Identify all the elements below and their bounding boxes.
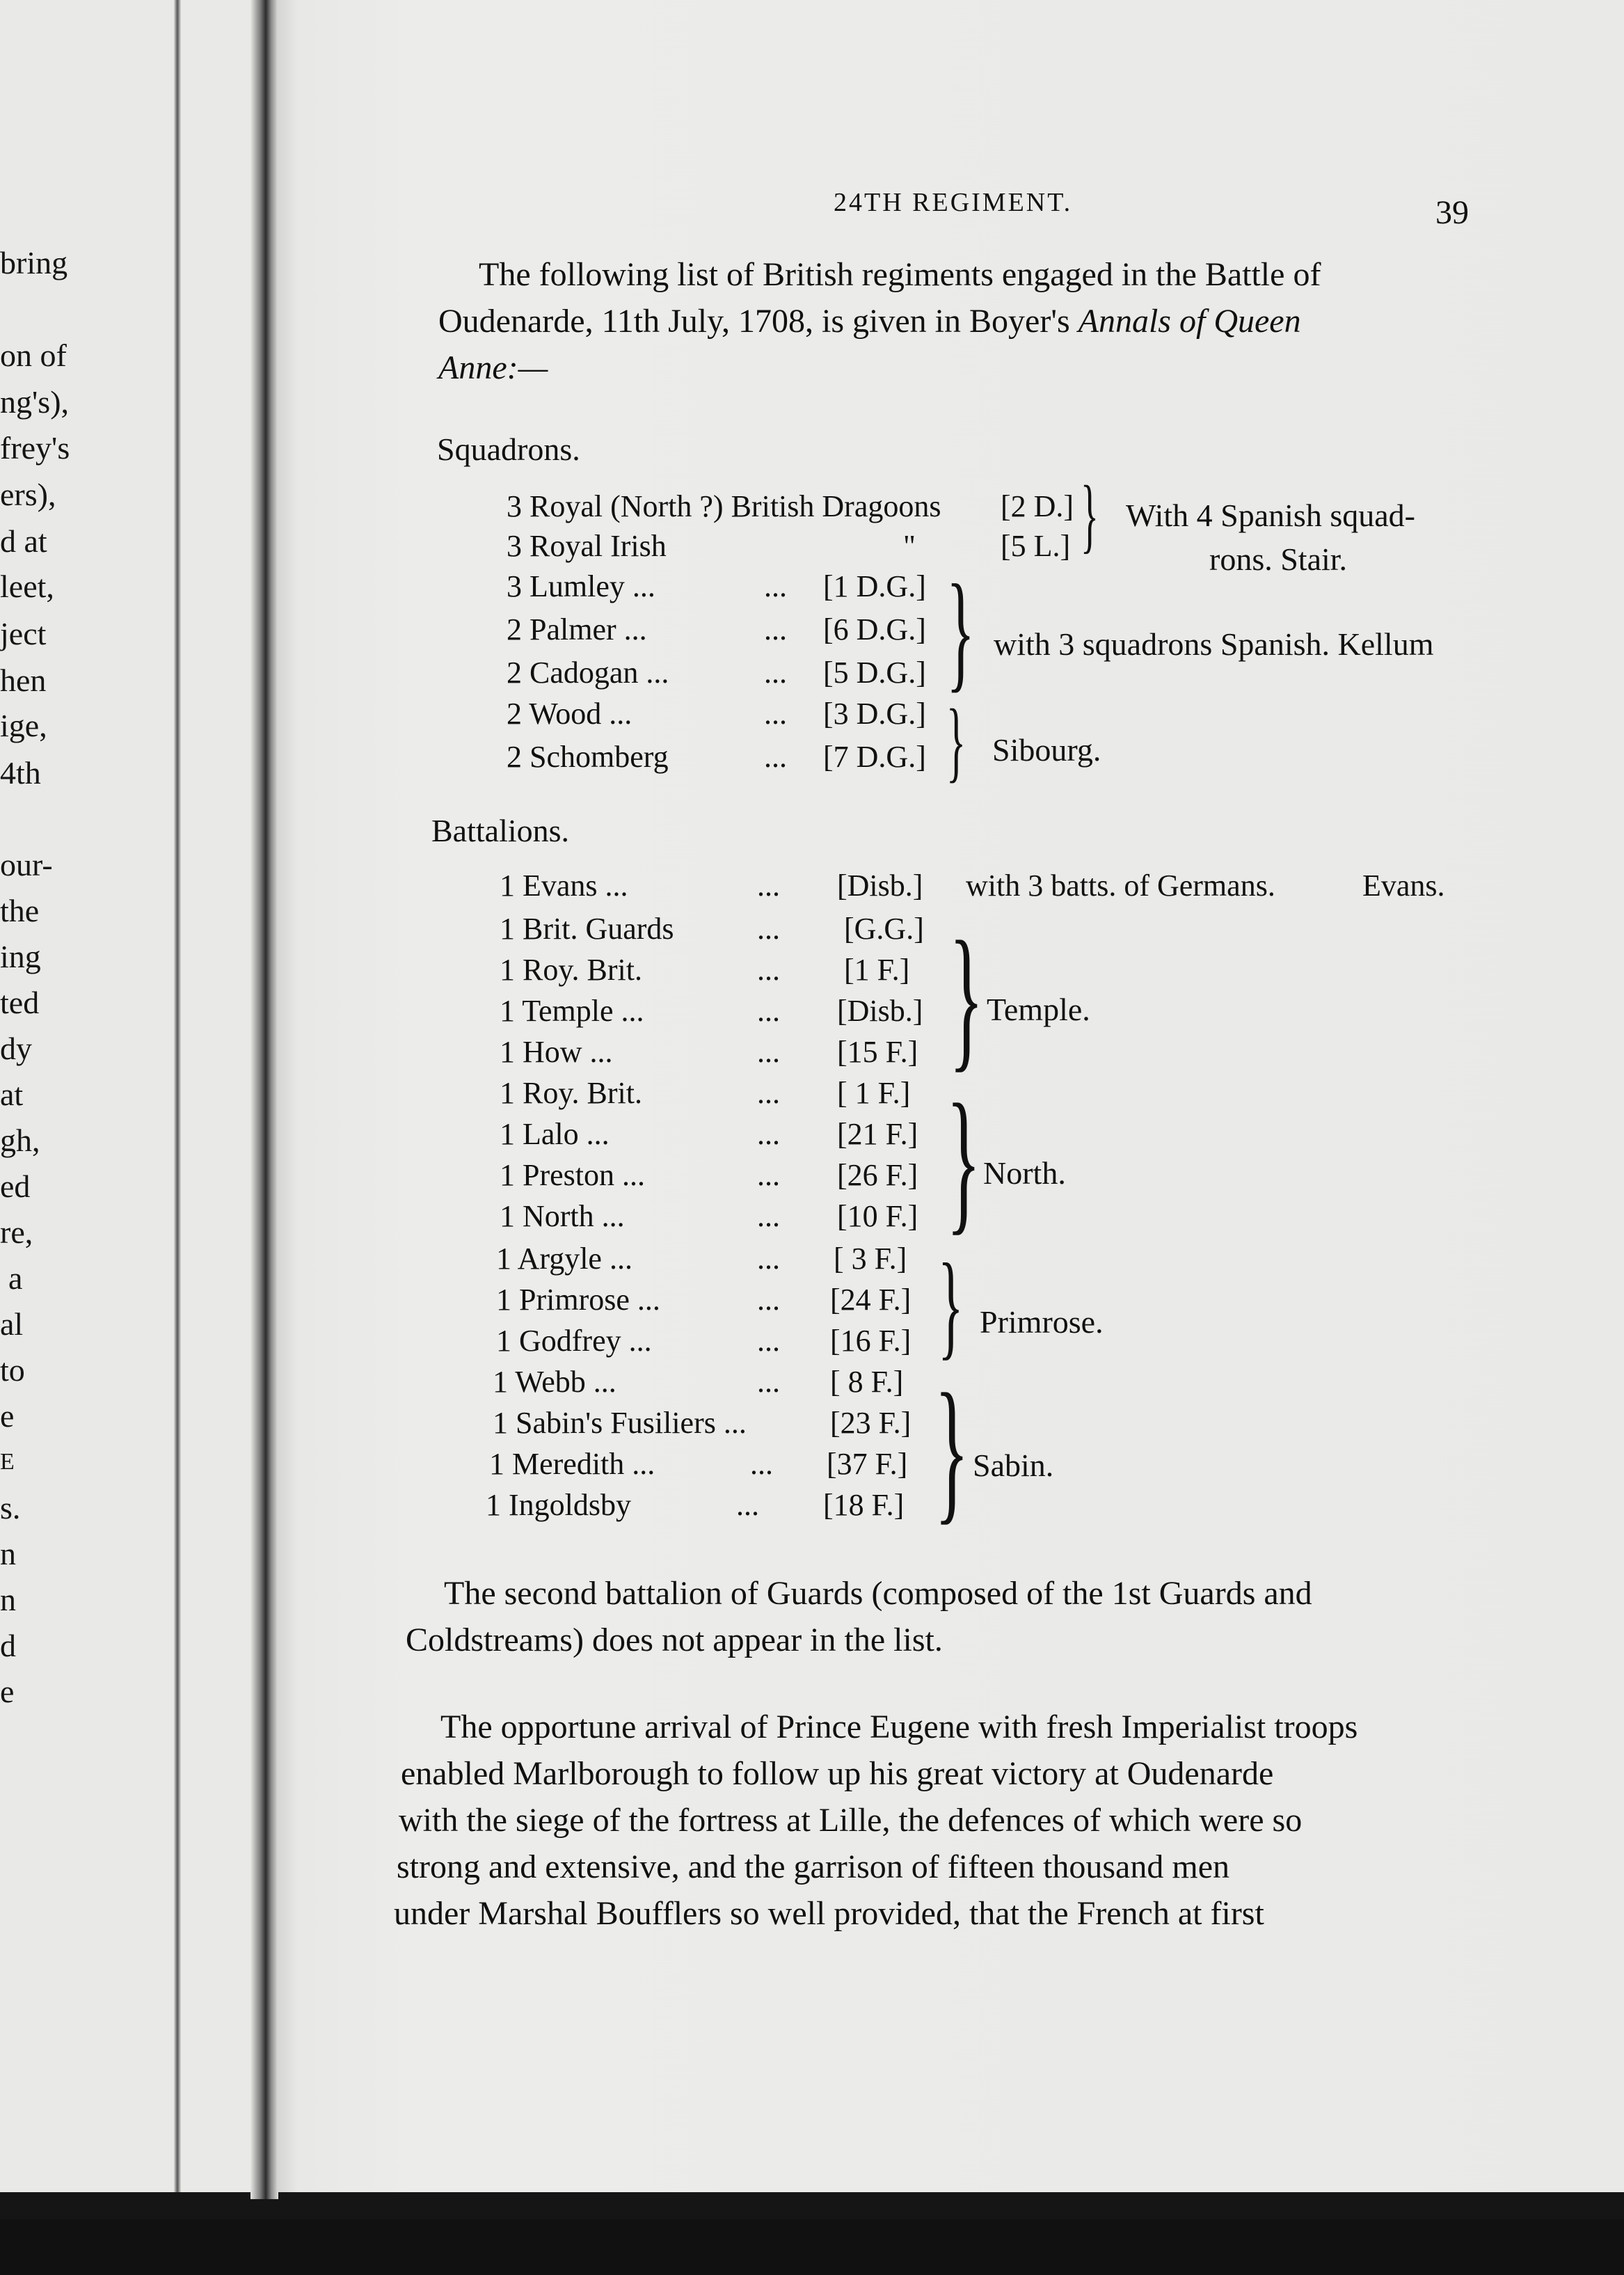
intro-line — [438, 299, 1301, 344]
left-fragment: e — [0, 1674, 15, 1709]
group-note: rons. Stair. — [1209, 541, 1348, 577]
unit-ref: [G.G.] — [844, 912, 924, 946]
group-note: with 3 squadrons Spanish. Kellum — [994, 626, 1434, 662]
paragraph-line: under Marshal Boufflers so well provided, that the French at first — [394, 1895, 1264, 1932]
unit-ref: [26 F.] — [837, 1158, 918, 1192]
unit-name: 1 Evans ... — [500, 869, 628, 903]
unit-dots: ... — [757, 1324, 780, 1358]
section-heading-squadrons: Squadrons. — [437, 431, 580, 467]
unit-dots: ... — [764, 612, 787, 647]
unit-name: 3 Lumley ... — [507, 569, 655, 603]
unit-ref: [ 8 F.] — [830, 1365, 904, 1399]
unit-name: 1 Sabin's Fusiliers ... — [493, 1406, 747, 1440]
unit-ref: [6 D.G.] — [823, 612, 926, 647]
unit-dots: ... — [757, 994, 780, 1028]
book-title: Annals of Queen — [1078, 303, 1301, 340]
unit-ref: [Disb.] — [837, 994, 923, 1028]
group-note: Sabin. — [973, 1448, 1054, 1483]
left-fragment: ted — [0, 985, 40, 1020]
paragraph-line: with the siege of the fortress at Lille, the defences of which were so — [399, 1802, 1303, 1839]
unit-dots: ... — [757, 1199, 780, 1233]
left-fragment: at — [0, 1077, 24, 1112]
running-header: 24TH REGIMENT. — [834, 188, 1073, 217]
unit-name: 1 Argyle ... — [496, 1242, 632, 1276]
brace: } — [946, 691, 966, 791]
left-fragment: ers), — [0, 477, 56, 512]
left-fragment: d — [0, 1628, 16, 1663]
left-fragment: leet, — [0, 569, 54, 604]
unit-name: 3 Royal Irish — [507, 529, 667, 563]
unit-name: 2 Wood ... — [507, 697, 632, 731]
unit-dots: " — [903, 529, 916, 563]
paragraph-line: strong and extensive, and the garrison of fifteen thousand men — [397, 1848, 1229, 1885]
unit-ref: [3 D.G.] — [823, 697, 926, 731]
paragraph-line: The second battalion of Guards (composed of the 1st Guards and — [444, 1575, 1312, 1612]
brace: } — [934, 1361, 969, 1538]
unit-name: 1 Roy. Brit. — [500, 953, 642, 987]
unit-dots: ... — [757, 1076, 780, 1110]
left-fragment: ed — [0, 1168, 31, 1204]
left-fragment: s. — [0, 1490, 21, 1525]
page-number: 39 — [1435, 194, 1469, 231]
left-fragment: to — [0, 1352, 25, 1388]
unit-ref: [7 D.G.] — [823, 740, 926, 774]
left-fragment: on of — [0, 338, 67, 373]
unit-name: 1 Godfrey ... — [496, 1324, 652, 1358]
unit-name: 1 Preston ... — [500, 1158, 645, 1192]
left-fragment: d at — [0, 523, 47, 559]
group-note: with 3 batts. of Germans. — [966, 869, 1275, 903]
group-note: With 4 Spanish squad- — [1126, 498, 1415, 533]
unit-ref: [15 F.] — [837, 1035, 918, 1069]
left-fragment: E — [0, 1449, 15, 1475]
unit-dots: ... — [757, 1035, 780, 1069]
left-fragment: ng's), — [0, 384, 70, 420]
unit-dots: ... — [757, 1283, 780, 1317]
intro-text: Oudenarde, 11th July, 1708, is given in Boyer's — [438, 303, 1070, 340]
unit-dots: ... — [757, 953, 780, 987]
unit-ref: [37 F.] — [827, 1447, 908, 1481]
unit-ref: [16 F.] — [830, 1324, 911, 1358]
left-fragment: ing — [0, 939, 41, 974]
unit-name: 2 Palmer ... — [507, 612, 647, 647]
left-fragment: bring — [0, 245, 68, 280]
left-fragment: re, — [0, 1214, 33, 1250]
section-heading-battalions: Battalions. — [431, 813, 570, 848]
table-row — [277, 866, 1624, 908]
unit-dots: ... — [764, 697, 787, 731]
left-fragment: a — [8, 1260, 23, 1296]
left-fragment: e — [0, 1398, 15, 1434]
unit-dots: ... — [764, 656, 787, 690]
unit-name: 1 North ... — [500, 1199, 625, 1233]
book-gutter — [250, 0, 278, 2199]
unit-name: 2 Cadogan ... — [507, 656, 669, 690]
paragraph-line: Coldstreams) does not appear in the list. — [406, 1622, 943, 1658]
unit-ref: [18 F.] — [823, 1488, 905, 1522]
paragraph-line: enabled Marlborough to follow up his great victory at Oudenarde — [401, 1755, 1274, 1792]
group-note: North. — [983, 1155, 1066, 1191]
brace: } — [1081, 468, 1099, 561]
unit-dots: ... — [736, 1488, 759, 1522]
left-fragment: dy — [0, 1031, 32, 1066]
brace: } — [946, 1071, 981, 1249]
unit-ref: [5 L.] — [1001, 529, 1071, 563]
group-note: Evans. — [1362, 869, 1445, 903]
unit-name: 1 Meredith ... — [489, 1447, 655, 1481]
group-note: Sibourg. — [992, 732, 1101, 768]
unit-ref: [1 D.G.] — [823, 569, 926, 603]
page-fold-shadow — [174, 0, 181, 2192]
unit-dots: ... — [757, 1117, 780, 1151]
unit-ref: [1 F.] — [844, 953, 910, 987]
intro-line: Anne:— — [438, 349, 548, 386]
unit-ref: [24 F.] — [830, 1283, 911, 1317]
unit-name: 1 Ingoldsby — [486, 1488, 631, 1522]
left-fragment: 4th — [0, 755, 41, 791]
unit-ref: [5 D.G.] — [823, 656, 926, 690]
unit-name: 1 How ... — [500, 1035, 613, 1069]
unit-dots: ... — [757, 1242, 780, 1276]
unit-ref: [Disb.] — [837, 869, 923, 903]
unit-name: 1 Webb ... — [493, 1365, 616, 1399]
unit-dots: ... — [764, 569, 787, 603]
left-fragment: hen — [0, 663, 47, 698]
unit-dots: ... — [764, 740, 787, 774]
unit-ref: [21 F.] — [837, 1117, 918, 1151]
left-fragment: n — [0, 1536, 16, 1571]
left-fragment: ige, — [0, 708, 47, 743]
left-fragment: ject — [0, 616, 47, 651]
unit-ref: [ 1 F.] — [837, 1076, 911, 1110]
unit-dots: ... — [750, 1447, 773, 1481]
unit-ref: [ 3 F.] — [834, 1242, 907, 1276]
intro-line: The following list of British regiments engaged in the Battle of — [479, 256, 1321, 293]
table-row — [277, 487, 1624, 529]
unit-name: 1 Brit. Guards — [500, 912, 674, 946]
brace: } — [949, 908, 984, 1086]
unit-ref: [10 F.] — [837, 1199, 918, 1233]
left-page — [0, 0, 271, 2192]
unit-dots: ... — [757, 1158, 780, 1192]
unit-name: 1 Lalo ... — [500, 1117, 610, 1151]
unit-dots: ... — [757, 1365, 780, 1399]
unit-name: 2 Schomberg — [507, 740, 669, 774]
brace: } — [946, 558, 976, 704]
left-fragment: gh, — [0, 1123, 40, 1158]
group-note: Primrose. — [980, 1304, 1104, 1340]
brace: } — [938, 1239, 964, 1370]
left-fragment: al — [0, 1306, 24, 1342]
left-fragment: frey's — [0, 430, 70, 466]
unit-name: 1 Temple ... — [500, 994, 644, 1028]
left-fragment: the — [0, 893, 40, 928]
scan-bottom-edge — [0, 2219, 1624, 2275]
left-fragment: n — [0, 1582, 16, 1617]
paragraph-line: The opportune arrival of Prince Eugene with fresh Imperialist troops — [440, 1709, 1358, 1745]
unit-name: 1 Roy. Brit. — [500, 1076, 642, 1110]
unit-ref: [2 D.] — [1001, 489, 1074, 523]
right-page — [277, 0, 1624, 2192]
unit-dots: ... — [757, 869, 780, 903]
unit-name: 3 Royal (North ?) British Dragoons — [507, 489, 941, 523]
unit-name: 1 Primrose ... — [496, 1283, 660, 1317]
group-note: Temple. — [987, 992, 1090, 1027]
unit-ref: [23 F.] — [830, 1406, 911, 1440]
unit-dots: ... — [757, 912, 780, 946]
left-fragment: our- — [0, 847, 53, 882]
